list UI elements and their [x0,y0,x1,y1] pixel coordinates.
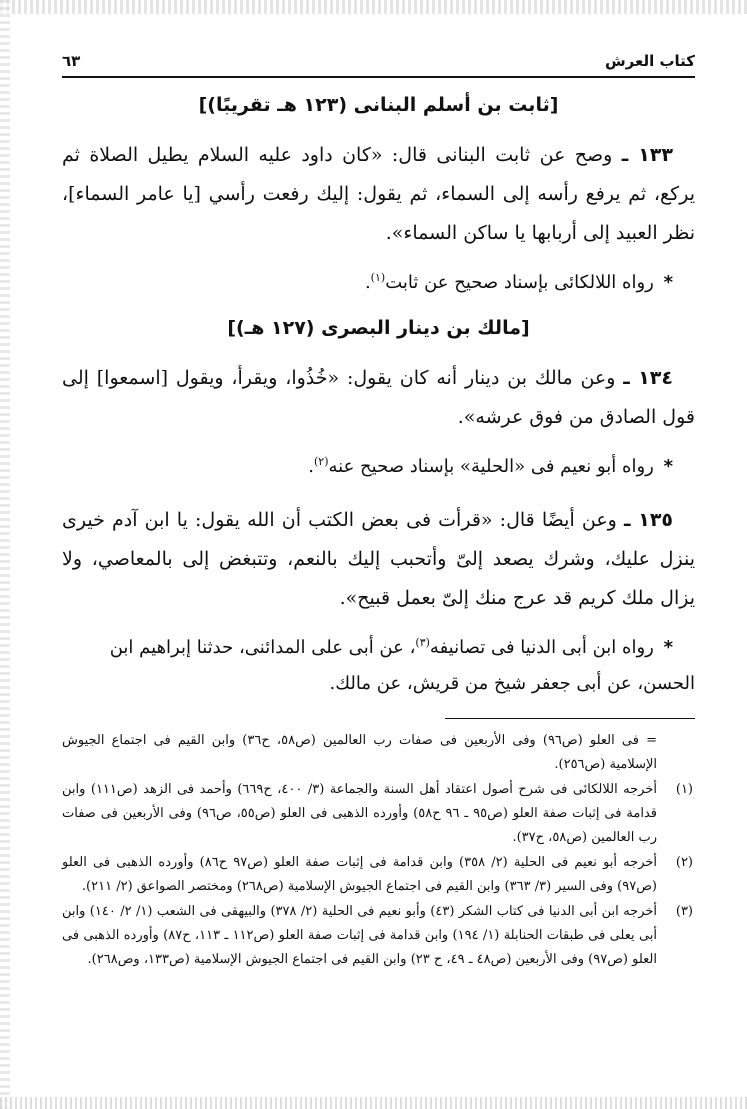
footnote-text: أخرجه ابن أبى الدنيا فى كتاب الشكر (٤٣) وأبو نعيم فى الحلية (٢/ ٣٧٨) والبيهقى فى الشعب (١/ ٢/ ١٤٠) وابن أبى يعلى فى طبقات الحنابلة (١/ ١٩٤) وابن قدامة فى إثبات صفة العلو (ص١١٢ ـ ١١٣، ح٨٧) وأورده الذهبى فى العلو (ص٩٧) وفى الأربعين (ص٤٨ ـ ٤٩، ح ٢٣) وابن القيم فى اجتماع الجيوش الإسلامية (ص١٣٣، وص٢٦٨). [62,904,658,967]
footnote-ref: (١) [370,271,386,284]
note-end: . [308,456,314,477]
footnote-2 [62,851,695,899]
paragraph-text: وصح عن ثابت البنانى قال: «كان داود عليه السلام يطيل الصلاة ثم يركع، ثم يرفع رأسه إلى السماء، ثم يقول: إليك رفعت رأسي [يا عامر السماء]، نظر العبيد إلى أربابها يا ساكن السماء». [62,144,695,244]
footnote-continuation [62,729,695,777]
note-text: رواه أبو نعيم فى «الحلية» بإسناد صحيح عنه [328,456,654,477]
star-marker: * [663,637,673,658]
paragraph-135 [62,501,695,618]
footnote-ref: (٣) [415,636,430,649]
note-end: ، عن أبى على المدائنى، حدثنا إبراهيم ابن الحسن، عن أبى جعفر شيخ من قريش، عن مالك. [109,637,695,694]
footnote-mark: (٢) [675,855,693,870]
footnote-text: أخرجه أبو نعيم فى الحلية (٢/ ٣٥٨) وابن قدامة فى إثبات صفة العلو (ص٩٧ ح٨٦) وأورده الذهبى فى العلو (ص٩٧) وفى السير (٣/ ٣٦٣) وابن القيم فى اجتماع الجيوش الإسلامية (ص٢٦٨) ومختصر الصواعق (٢/ ٢١١). [62,855,658,894]
footnote-3 [62,900,695,972]
scan-edge-top [0,0,747,14]
scan-edge-left [0,0,10,1109]
paragraph-134 [62,359,695,437]
footnote-mark: (٣) [675,904,693,919]
page-number: ٦٣ [62,52,81,70]
section-heading-malik: [مالك بن دينار البصرى (١٢٧ هـ)] [227,317,530,339]
paragraph-133 [62,136,695,253]
paragraph-number: ١٣٤ ـ [623,367,673,389]
note-text: رواه اللالكائى بإسناد صحيح عن ثابت [385,272,654,293]
section-heading-thabit: [ثابت بن أسلم البنانى (١٢٣ هـ تقريبًا)] [198,94,559,116]
running-head [62,52,695,78]
note-text: رواه ابن أبى الدنيا فى تصانيفه [429,637,654,658]
source-note-133 [62,265,695,301]
paragraph-number: ١٣٣ ـ [621,144,673,166]
paragraph-number: ١٣٥ ـ [624,509,674,531]
scan-edge-bottom [0,1097,747,1109]
footnote-1 [62,778,695,850]
footnote-mark [657,729,695,777]
source-note-134 [62,449,695,485]
footnote-text: = فى العلو (ص٩٦) وفى الأربعين فى صفات رب العالمين (ص٥٨، ح٣٦) وابن القيم فى اجتماع الجيوش الإسلامية (ص٢٥٦). [62,733,658,772]
source-note-135 [62,630,695,702]
paragraph-text: وعن أيضًا قال: «قرأت فى بعض الكتب أن الله يقول: يا ابن آدم خيرى ينزل عليك، وشرك يصعد إلىّ وأتحبب إليك بالنعم، وتتبغض إلى بالمعاصي، ولا يزال ملك كريم قد عرج منك إلىّ بعمل قبيح». [62,509,695,609]
footnote-text: أخرجه اللالكائى فى شرح أصول اعتقاد أهل السنة والجماعة (٣/ ٤٠٠، ح٦٦٩) وأحمد فى الزهد (ص١١١) وابن قدامة فى إثبات صفة العلو (ص٩٥ ـ ٩٦ ح٥٨) وأورده الذهبى فى العلو (ص٥٥، ص٩٦) وفى الأربعين فى صفات رب العالمين (ص٥٨، ح٣٧). [62,782,657,845]
paragraph-text: وعن مالك بن دينار أنه كان يقول: «خُذُوا، ويقرأ، ويقول [اسمعوا] إلى قول الصادق من فوق عرشه». [62,367,695,428]
star-marker: * [663,456,673,477]
footnote-ref: (٢) [313,455,329,468]
footnotes [62,729,695,972]
footnote-mark: (١) [675,782,693,797]
book-page [62,52,695,973]
star-marker: * [663,272,673,293]
note-end: . [364,272,371,293]
footnote-separator [445,718,695,719]
book-title: كتاب العرش [604,52,695,70]
